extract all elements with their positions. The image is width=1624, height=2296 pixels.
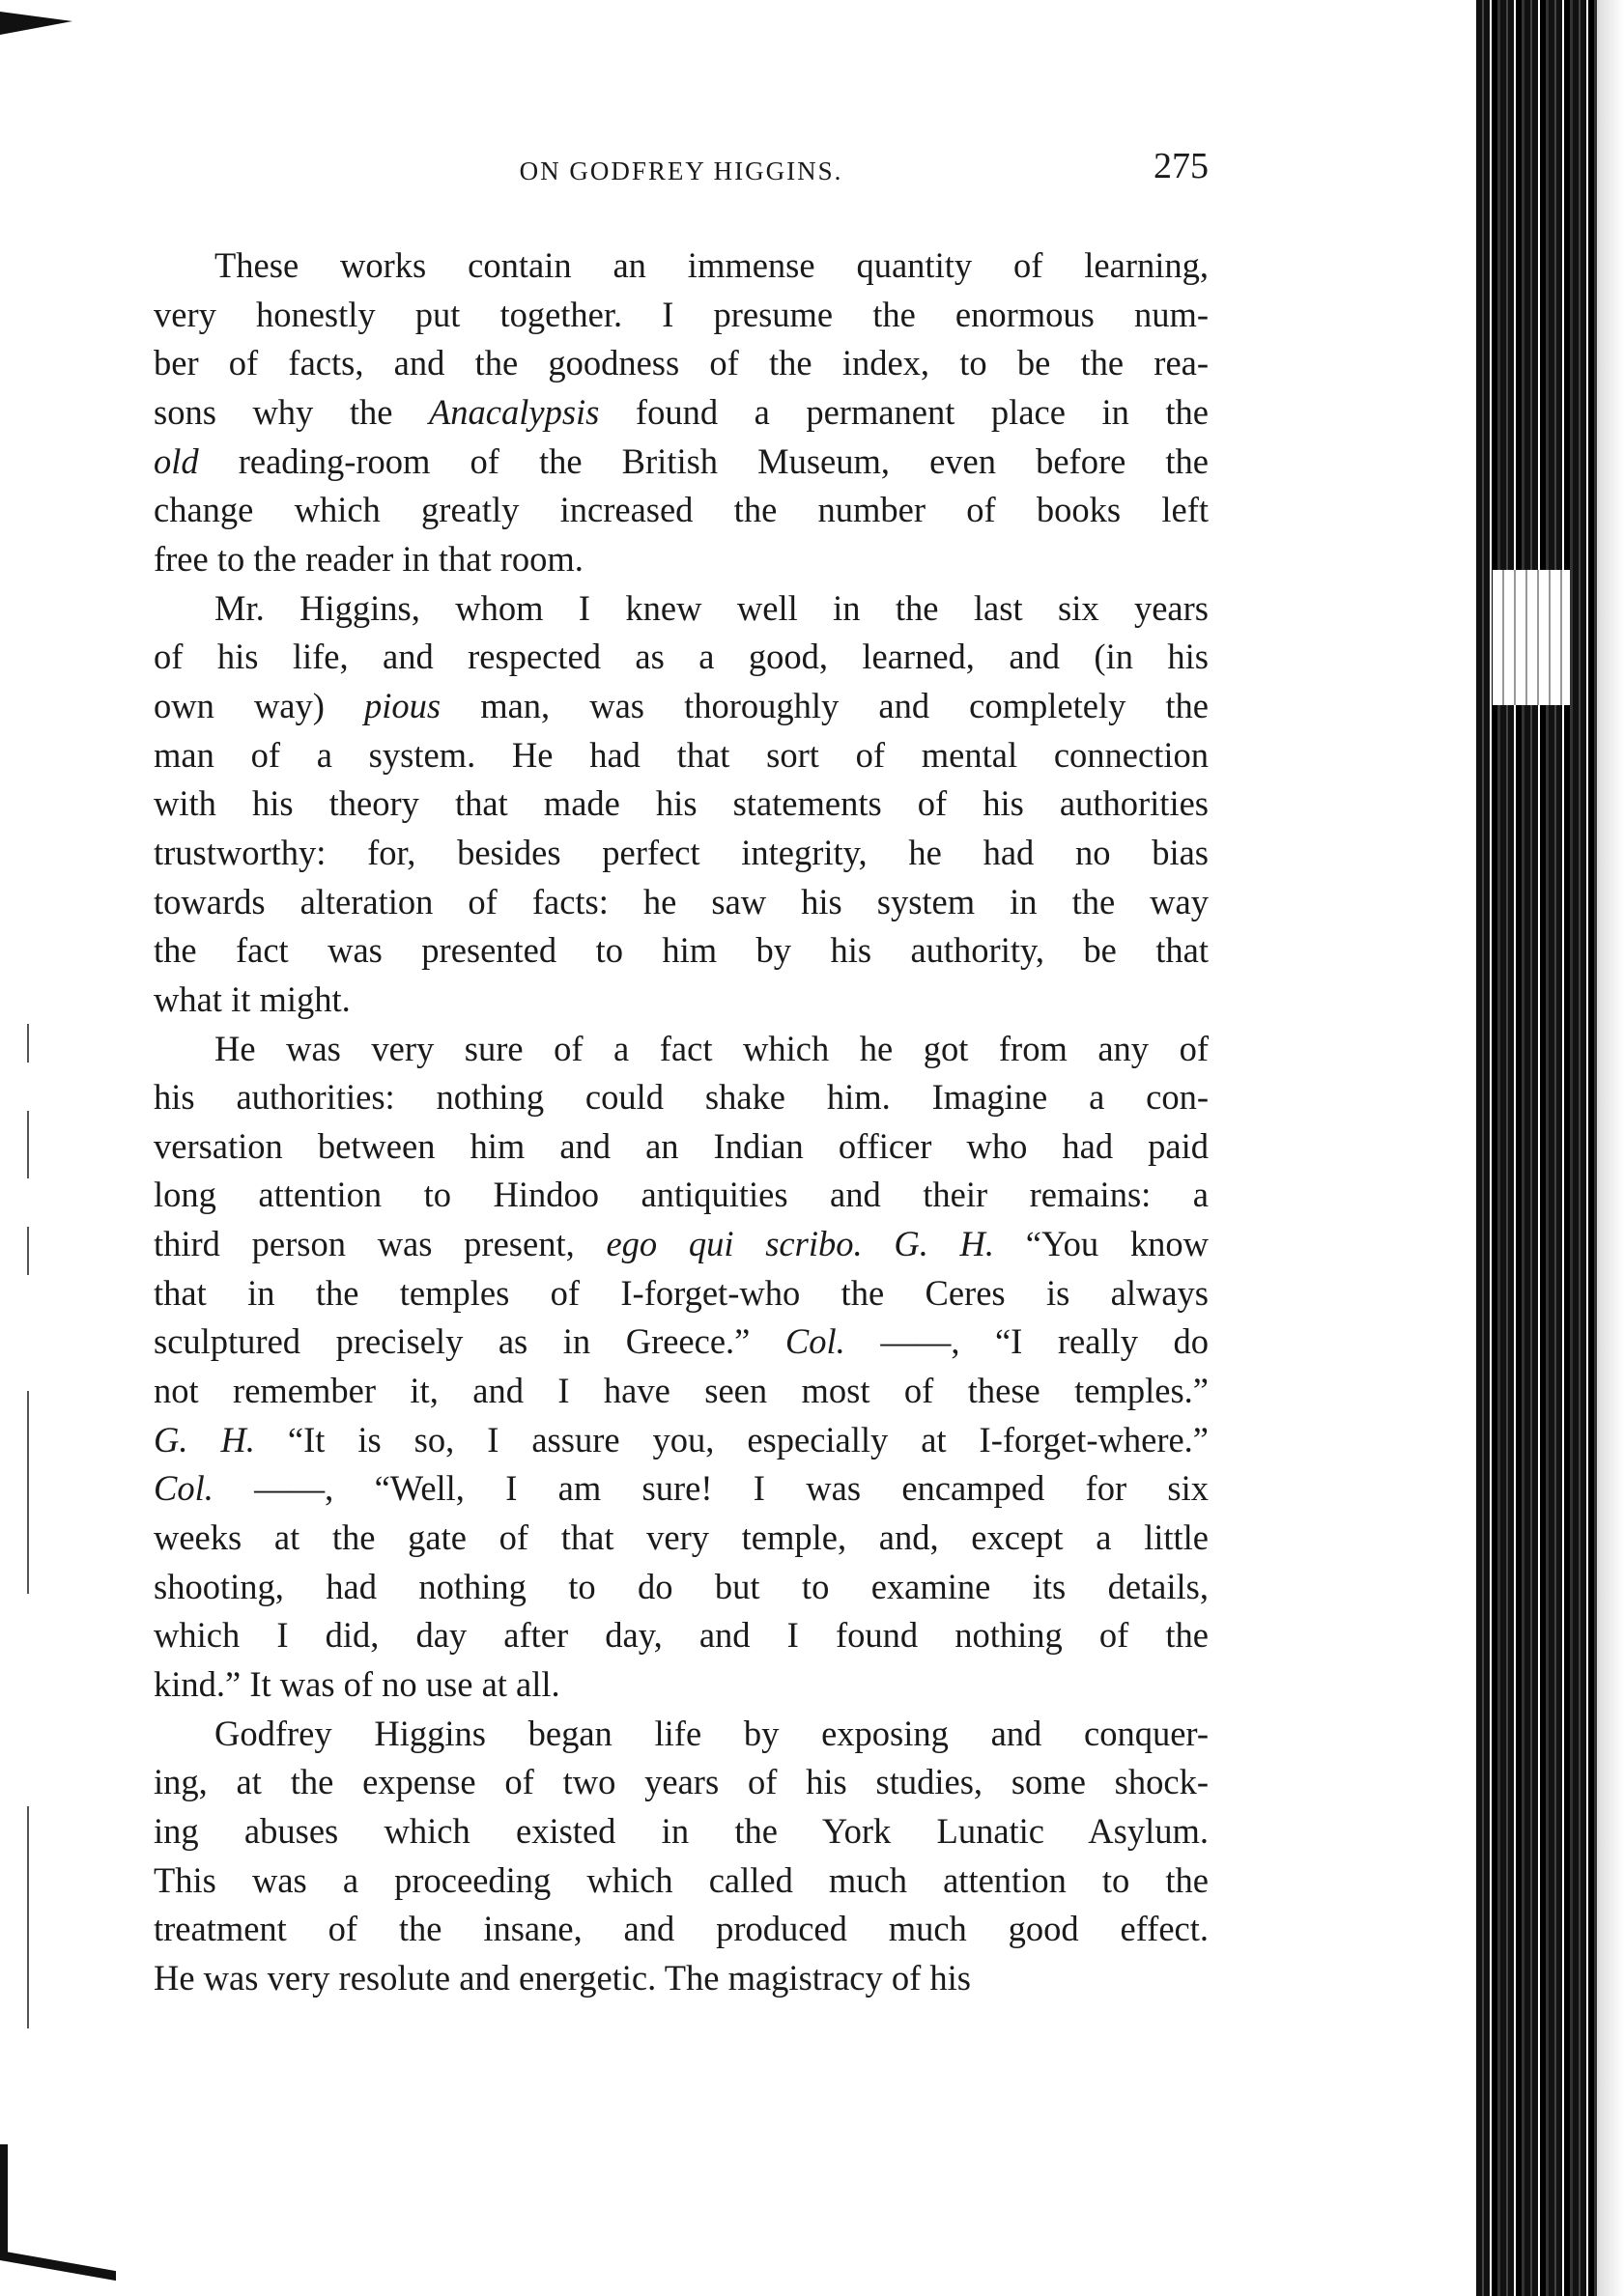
- text-line: [154, 1807, 1209, 1857]
- text-segment: “You know: [994, 1224, 1209, 1264]
- text-segment: change which greatly increased the number of books left: [154, 490, 1209, 530]
- text-segment: sculptured precisely as in Greece.”: [154, 1321, 785, 1362]
- text-line: [154, 1318, 1209, 1367]
- text-segment: not remember it, and I have seen most of these temples.”: [154, 1371, 1209, 1411]
- text-segment: weeks at the gate of that very temple, and, except a little: [154, 1517, 1209, 1558]
- text-segment: He was very sure of a fact which he got from any of: [214, 1028, 1209, 1068]
- scan-corner-mark: [0, 2251, 116, 2281]
- text-segment: man of a system. He had that sort of mental connection: [154, 734, 1209, 775]
- text-segment: own way): [154, 685, 364, 725]
- text-segment: ing, at the expense of two years of his studies, some shock-: [154, 1762, 1209, 1802]
- text-line: [154, 584, 1209, 634]
- text-line: [154, 535, 1209, 584]
- text-segment: what it might.: [154, 978, 351, 1019]
- text-segment: long attention to Hindoo antiquities and their remains: a: [154, 1175, 1209, 1215]
- text-line: [154, 976, 1209, 1025]
- paragraph: [154, 584, 1209, 1025]
- text-line: [154, 241, 1209, 291]
- book-edge-gap: [1493, 570, 1570, 705]
- italic-text: Col.: [154, 1468, 214, 1509]
- italic-text: pious: [364, 685, 442, 725]
- italic-text: old: [154, 440, 199, 481]
- text-segment: ——, “Well, I am sure! I was encamped for six: [213, 1468, 1209, 1509]
- paragraph: [154, 241, 1209, 584]
- text-segment: This was a proceeding which called much attention to the: [154, 1859, 1209, 1900]
- text-line: [154, 780, 1209, 829]
- paragraph: [154, 1025, 1209, 1710]
- text-segment: sons why the: [154, 391, 429, 432]
- text-segment: Godfrey Higgins began life by exposing and conquer-: [214, 1713, 1209, 1753]
- text-segment: towards alteration of facts: he saw his system in the way: [154, 881, 1209, 921]
- text-line: [154, 829, 1209, 878]
- text-line: [154, 1514, 1209, 1563]
- text-line: [154, 731, 1209, 780]
- scan-artifact-line: [27, 1227, 29, 1275]
- text-segment: ber of facts, and the goodness of the index, to be the rea-: [154, 343, 1209, 383]
- text-segment: of his life, and respected as a good, learned, and (in his: [154, 637, 1209, 677]
- text-line: [154, 1171, 1209, 1220]
- text-segment: trustworthy: for, besides perfect integrity, he had no bias: [154, 832, 1209, 872]
- text-line: [154, 926, 1209, 976]
- scan-artifact-line: [27, 1391, 29, 1594]
- page-number: 275: [1154, 146, 1209, 186]
- text-line: [154, 486, 1209, 535]
- text-segment: with his theory that made his statements of his authorities: [154, 783, 1209, 824]
- text-line: [154, 1220, 1209, 1269]
- text-segment: the fact was presented to him by his authority, be that: [154, 930, 1209, 971]
- italic-text: G. H.: [154, 1419, 255, 1460]
- text-segment: man, was thoroughly and completely the: [441, 685, 1209, 725]
- italic-text: Anacalypsis: [428, 391, 600, 432]
- running-title: ON GODFREY HIGGINS.: [519, 156, 843, 185]
- text-segment: versation between him and an Indian officer who had paid: [154, 1125, 1209, 1166]
- book-edge-margin: [1597, 0, 1624, 2296]
- text-segment: ing abuses which existed in the York Lunatic Asylum.: [154, 1811, 1209, 1851]
- text-segment: He was very resolute and energetic. The magistracy of his: [154, 1957, 971, 1998]
- text-segment: his authorities: nothing could shake him. Imagine a con-: [154, 1077, 1209, 1118]
- text-segment: found a permanent place in the: [599, 391, 1209, 432]
- text-line: [154, 1073, 1209, 1122]
- scan-artifact-line: [27, 1111, 29, 1178]
- text-line: [154, 438, 1209, 487]
- page-header: [154, 145, 1209, 193]
- text-line: [154, 388, 1209, 438]
- text-line: [154, 1122, 1209, 1172]
- text-line: [154, 1563, 1209, 1612]
- scan-corner-mark: [0, 12, 72, 35]
- text-line: [154, 1025, 1209, 1074]
- text-segment: treatment of the insane, and produced much good effect.: [154, 1909, 1209, 1949]
- text-segment: that in the temples of I-forget-who the Ceres is always: [154, 1272, 1209, 1313]
- text-segment: very honestly put together. I presume the enormous num-: [154, 294, 1209, 334]
- text-line: [154, 1464, 1209, 1514]
- text-segment: reading-room of the British Museum, even before the: [198, 440, 1209, 481]
- text-segment: free to the reader in that room.: [154, 538, 584, 579]
- italic-text: Col.: [784, 1321, 845, 1362]
- text-segment: Mr. Higgins, whom I knew well in the last six years: [214, 587, 1209, 628]
- text-line: [154, 1710, 1209, 1759]
- text-segment: third person was present,: [154, 1224, 607, 1264]
- book-edge: [1476, 0, 1597, 2296]
- text-line: [154, 339, 1209, 388]
- text-segment: These works contain an immense quantity of learning,: [214, 245, 1209, 285]
- text-line: [154, 1269, 1209, 1318]
- text-segment: “It is so, I assure you, especially at I-forget-where.”: [254, 1419, 1209, 1460]
- text-line: [154, 1954, 1209, 2003]
- text-segment: which I did, day after day, and I found nothing of the: [154, 1615, 1209, 1656]
- scan-artifact-line: [27, 1024, 29, 1063]
- paragraph: [154, 1710, 1209, 2003]
- text-line: [154, 1905, 1209, 1954]
- text-line: [154, 633, 1209, 682]
- text-line: [154, 878, 1209, 927]
- text-line: [154, 1367, 1209, 1416]
- scan-corner-mark: [0, 2144, 8, 2260]
- scan-artifact-line: [27, 1806, 29, 2028]
- text-segment: ——, “I really do: [844, 1321, 1209, 1362]
- text-segment: shooting, had nothing to do but to examine its details,: [154, 1566, 1209, 1606]
- text-line: [154, 1611, 1209, 1660]
- text-segment: kind.” It was of no use at all.: [154, 1664, 560, 1705]
- text-line: [154, 1857, 1209, 1906]
- body-text: [154, 241, 1209, 2003]
- text-line: [154, 1416, 1209, 1465]
- text-line: [154, 682, 1209, 731]
- text-line: [154, 291, 1209, 340]
- text-line: [154, 1660, 1209, 1710]
- italic-text: ego qui scribo. G. H.: [606, 1224, 995, 1264]
- text-line: [154, 1758, 1209, 1807]
